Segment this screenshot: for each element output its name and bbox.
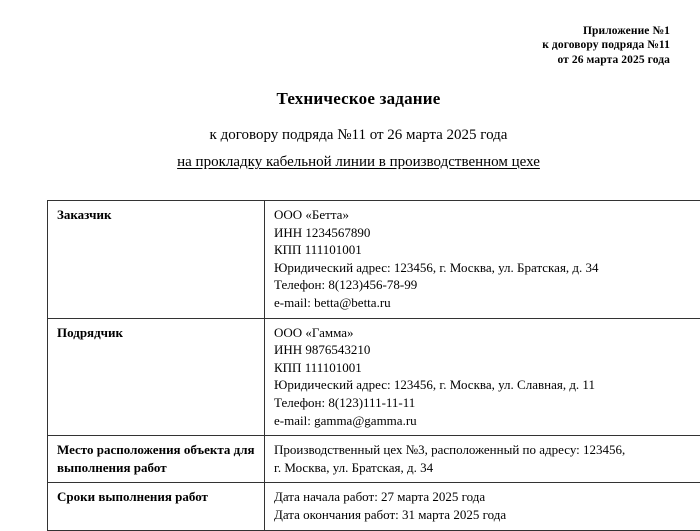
appendix-line-1: Приложение №1	[47, 24, 670, 38]
cell-line: Производственный цех №3, расположенный по адресу: 123456,	[274, 441, 695, 459]
appendix-line-2: к договору подряда №11	[47, 38, 670, 52]
title-block	[47, 88, 670, 172]
row-value-location	[265, 436, 700, 483]
appendix-line-3: от 26 марта 2025 года	[47, 53, 670, 67]
requirements-table	[47, 200, 700, 531]
cell-line: Дата окончания работ: 31 марта 2025 года	[274, 506, 695, 524]
cell-line: Юридический адрес: 123456, г. Москва, ул. Славная, д. 11	[274, 376, 695, 394]
cell-line: ООО «Гамма»	[274, 324, 695, 342]
appendix-header	[47, 24, 670, 67]
table-row	[48, 483, 700, 530]
document-subject	[47, 152, 670, 172]
row-value-customer	[265, 201, 700, 319]
cell-line: ИНН 1234567890	[274, 224, 695, 242]
cell-line: ООО «Бетта»	[274, 206, 695, 224]
row-label-location: Место расположения объекта для выполнения работ	[48, 436, 265, 483]
cell-line: ИНН 9876543210	[274, 341, 695, 359]
row-label-customer: Заказчик	[48, 201, 265, 319]
page-title: Техническое задание	[47, 88, 670, 110]
table-row	[48, 318, 700, 436]
cell-line: Телефон: 8(123)111-11-11	[274, 394, 695, 412]
cell-line: Телефон: 8(123)456-78-99	[274, 276, 695, 294]
document-subject-text: на прокладку кабельной линии в производственном цехе	[177, 154, 540, 170]
table-row	[48, 436, 700, 483]
table-row	[48, 201, 700, 319]
document-subtitle: к договору подряда №11 от 26 марта 2025 года	[47, 125, 670, 145]
row-value-contractor	[265, 318, 700, 436]
cell-line: e-mail: betta@betta.ru	[274, 294, 695, 312]
cell-line: e-mail: gamma@gamma.ru	[274, 412, 695, 430]
cell-line: КПП 111101001	[274, 241, 695, 259]
cell-line: Юридический адрес: 123456, г. Москва, ул. Братская, д. 34	[274, 259, 695, 277]
cell-line: Дата начала работ: 27 марта 2025 года	[274, 488, 695, 506]
row-label-deadlines: Сроки выполнения работ	[48, 483, 265, 530]
requirements-table-body	[48, 201, 700, 531]
row-label-contractor: Подрядчик	[48, 318, 265, 436]
cell-line: КПП 111101001	[274, 359, 695, 377]
row-value-deadlines	[265, 483, 700, 530]
cell-line: г. Москва, ул. Братская, д. 34	[274, 459, 695, 477]
